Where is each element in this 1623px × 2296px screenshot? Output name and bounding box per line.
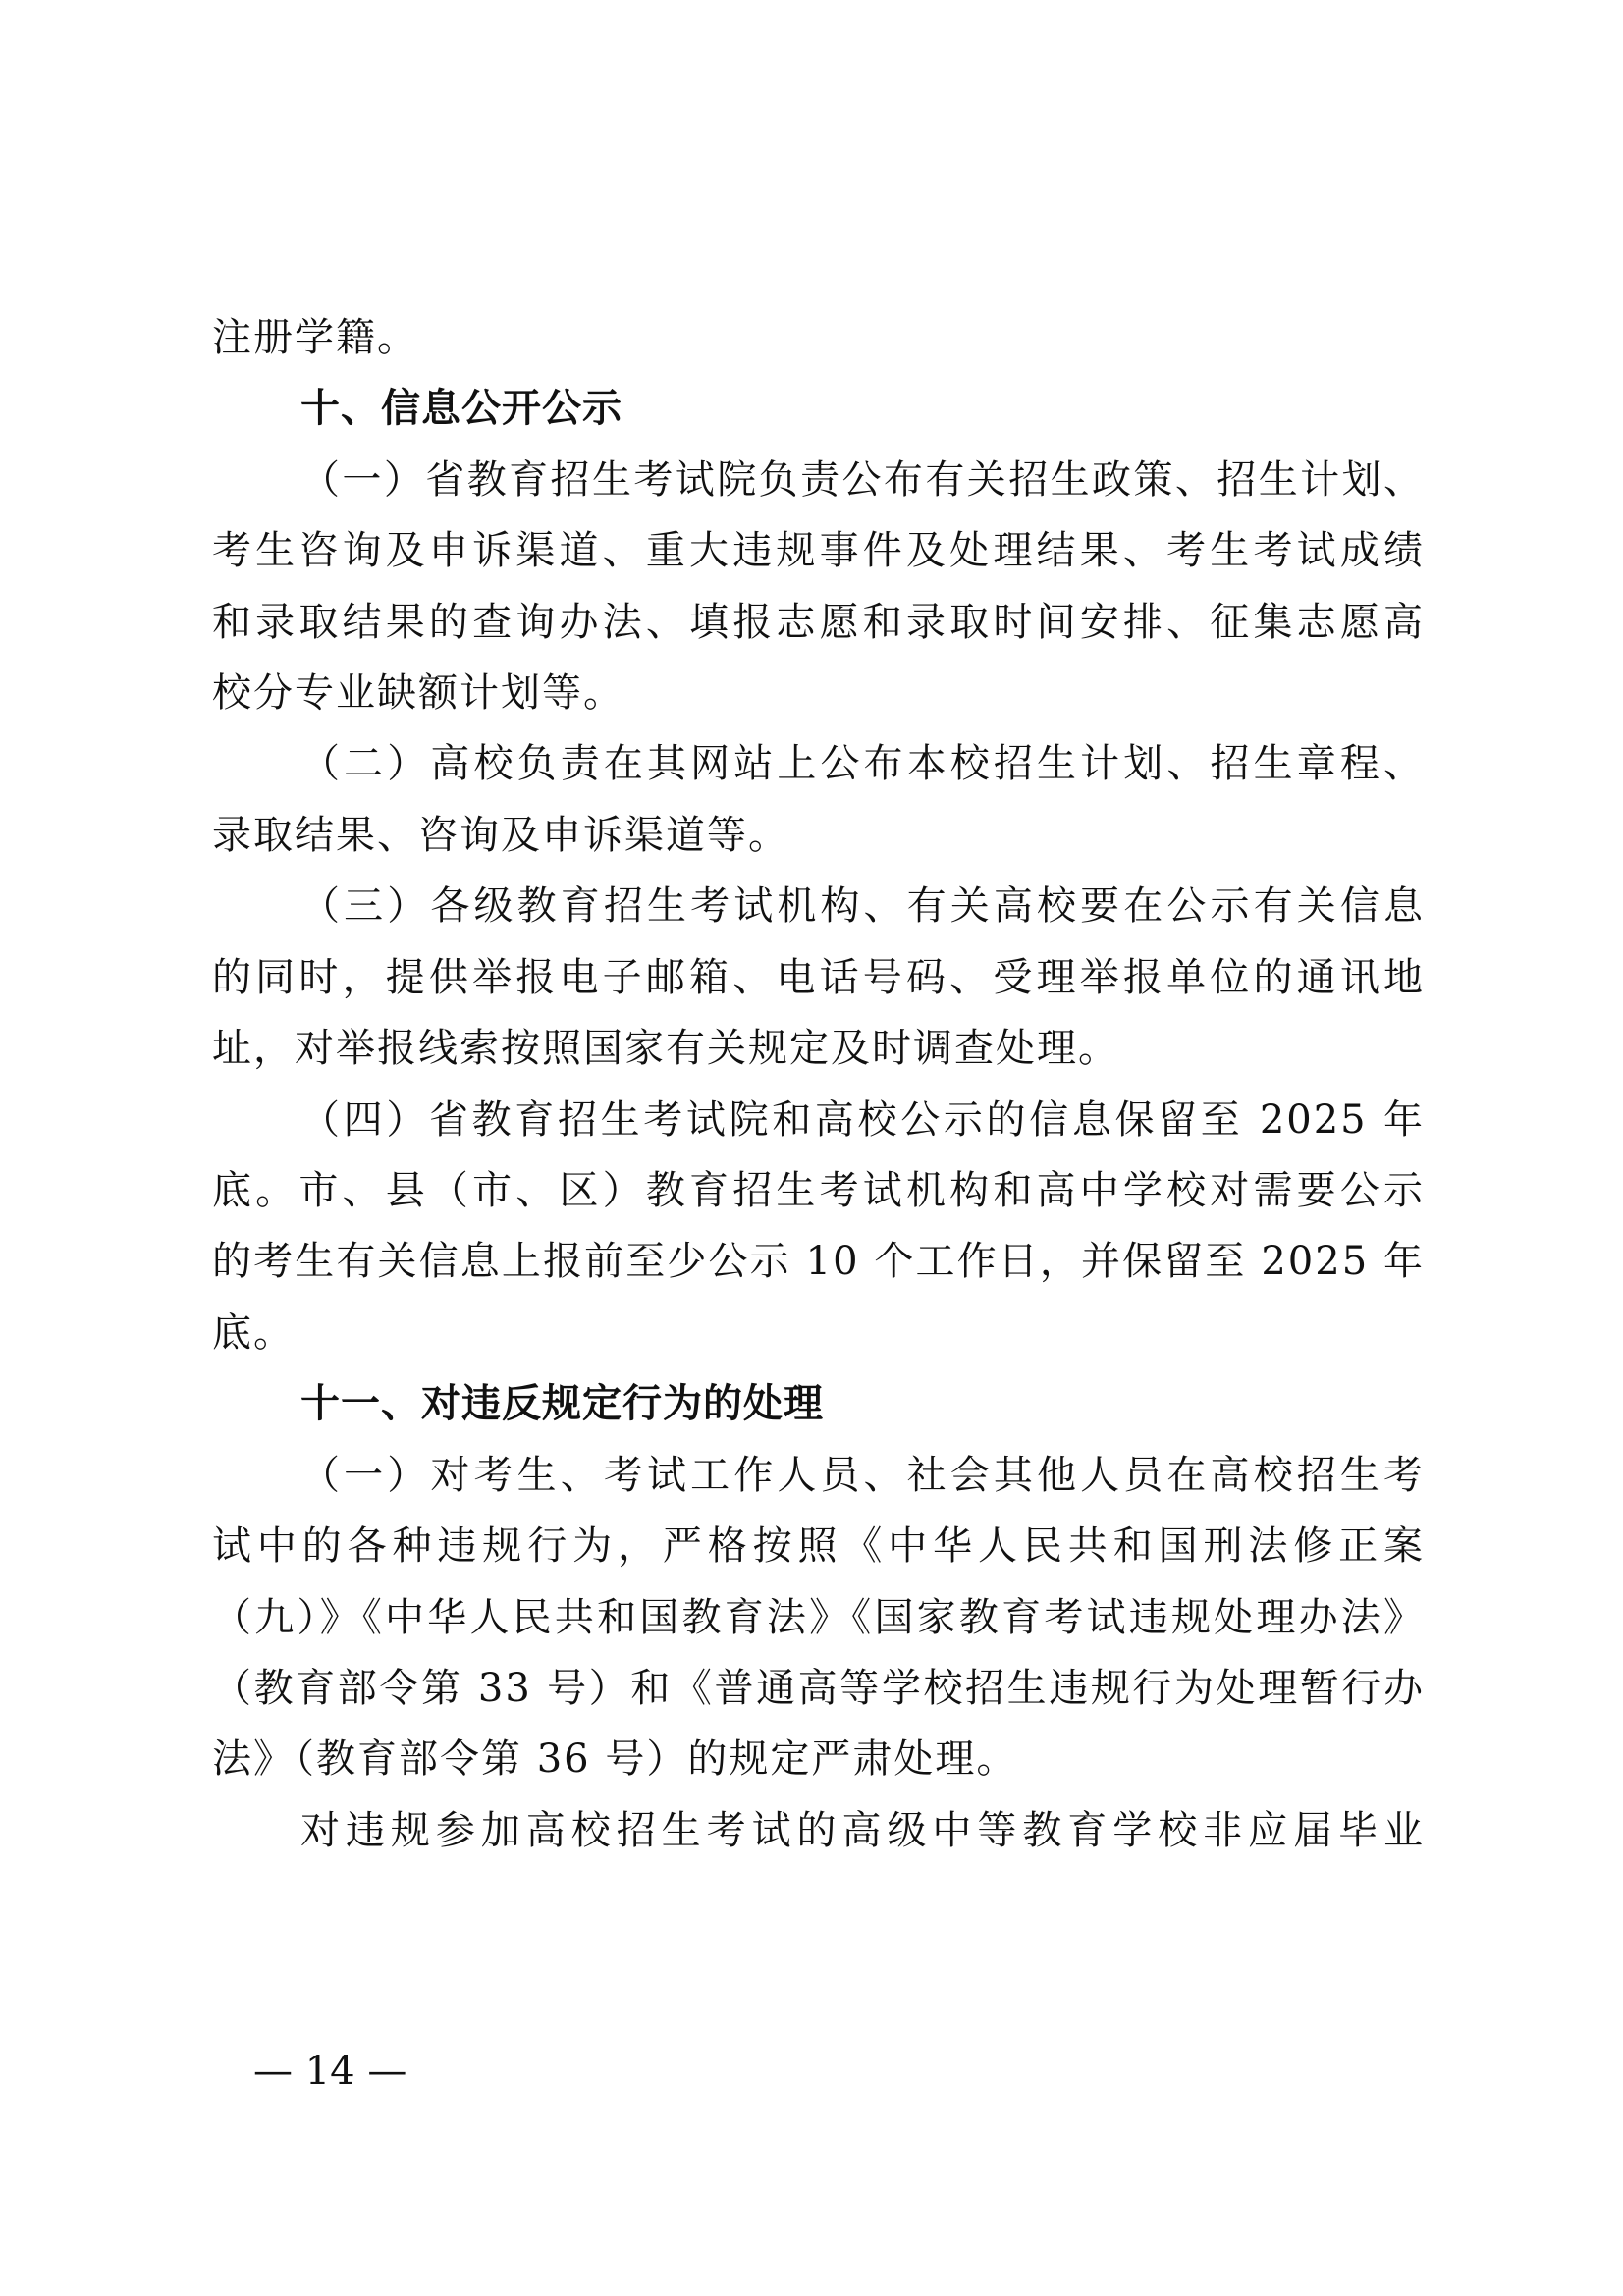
section-heading: 十一、对违反规定行为的处理 bbox=[300, 1381, 824, 1426]
text-line: 校分专业缺额计划等。 bbox=[212, 670, 624, 716]
text-line: （一）对考生、考试工作人员、社会其他人员在高校招生考 bbox=[300, 1453, 1425, 1498]
text-line: （教育部令第 33 号）和《普通高等学校招生违规行为处理暂行办 bbox=[212, 1666, 1425, 1711]
text-line: 址，对举报线索按照国家有关规定及时调查处理。 bbox=[212, 1026, 1119, 1071]
text-line: 注册学籍。 bbox=[212, 315, 418, 360]
text-line: 底。 bbox=[212, 1310, 295, 1356]
text-line: 试中的各种违规行为，严格按照《中华人民共和国刑法修正案 bbox=[212, 1523, 1425, 1569]
text-line: 法》（教育部令第 36 号）的规定严肃处理。 bbox=[212, 1736, 1018, 1782]
text-line: 底。市、县（市、区）教育招生考试机构和高中学校对需要公示 bbox=[212, 1168, 1425, 1213]
text-line: 考生咨询及申诉渠道、重大违规事件及处理结果、考生考试成绩 bbox=[212, 528, 1425, 573]
text-line: 对违规参加高校招生考试的高级中等教育学校非应届毕业 bbox=[300, 1808, 1425, 1853]
text-line: （二）高校负责在其网站上公布本校招生计划、招生章程、 bbox=[300, 741, 1425, 786]
text-line: （三）各级教育招生考试机构、有关高校要在公示有关信息 bbox=[300, 883, 1425, 929]
text-line: 和录取结果的查询办法、填报志愿和录取时间安排、征集志愿高 bbox=[212, 600, 1425, 645]
text-line: （四）省教育招生考试院和高校公示的信息保留至 2025 年 bbox=[300, 1097, 1425, 1143]
text-line: （一）省教育招生考试院负责公布有关招生政策、招生计划、 bbox=[300, 457, 1425, 503]
text-line: 录取结果、咨询及申诉渠道等。 bbox=[212, 813, 789, 858]
text-line: 的考生有关信息上报前至少公示 10 个工作日，并保留至 2025 年 bbox=[212, 1239, 1425, 1284]
section-heading: 十、信息公开公示 bbox=[300, 386, 622, 431]
text-line: 的同时，提供举报电子邮箱、电话号码、受理举报单位的通讯地 bbox=[212, 955, 1425, 1000]
text-line: （九）》《中华人民共和国教育法》《国家教育考试违规处理办法》 bbox=[212, 1595, 1425, 1640]
page-number: — 14 — bbox=[253, 2049, 407, 2094]
